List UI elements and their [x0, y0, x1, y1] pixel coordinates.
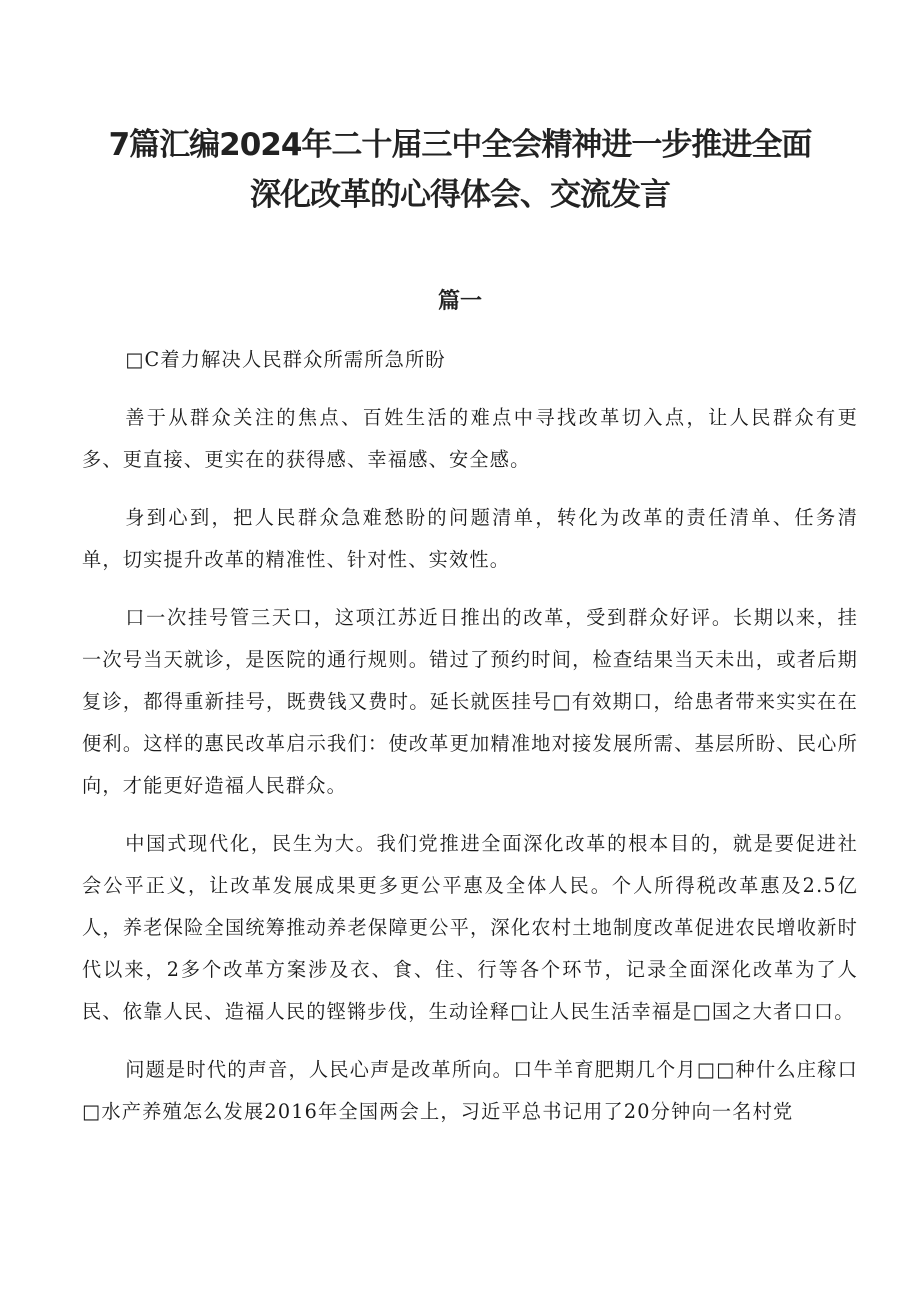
- document-title: [60, 120, 860, 220]
- document-title-line-2: 深化改革的心得体会、交流发言: [250, 177, 670, 213]
- document-body: [82, 339, 858, 1149]
- paragraph: 善于从群众关注的焦点、百姓生活的难点中寻找改革切入点，让人民群众有更多、更直接、更实在的获得感、幸福感、安全感。: [82, 406, 858, 471]
- paragraph: 问题是时代的声音，人民心声是改革所向。口牛羊育肥期几个月□□种什么庄稼口□水产养殖怎么发展2016年全国两会上，习近平总书记用了20分钟向一名村党: [82, 1058, 858, 1123]
- document-title-line-1: 7篇汇编2024年二十届三中全会精神进一步推进全面: [108, 127, 812, 163]
- paragraph-subheading: □C着力解决人民群众所需所急所盼: [125, 348, 446, 371]
- paragraph: 中国式现代化，民生为大。我们党推进全面深化改革的根本目的，就是要促进社会公平正义，让改革发展成果更多更公平惠及全体人民。个人所得税改革惠及2.5亿人，养老保险全国统筹推动养老保障更公平，深化农村土地制度改革促进农民增收新时代以来，2多个改革方案涉及衣、食、住、行等各个环节，记录全面深化改革为了人民、依靠人民、造福人民的铿锵步伐，生动诠释□让人民生活幸福是□国之大者口口。: [82, 832, 858, 1023]
- paragraph: 口一次挂号管三天口，这项江苏近日推出的改革，受到群众好评。长期以来，挂一次号当天就诊，是医院的通行规则。错过了预约时间，检查结果当天未出，或者后期复诊，都得重新挂号，既费钱又费时。延长就医挂号□有效期口，给患者带来实实在在便利。这样的惠民改革启示我们：使改革更加精准地对接发展所需、基层所盼、民心所向，才能更好造福人民群众。: [82, 606, 858, 797]
- section-heading: 篇一: [437, 289, 482, 314]
- paragraph: 身到心到，把人民群众急难愁盼的问题清单，转化为改革的责任清单、任务清单，切实提升改革的精准性、针对性、实效性。: [82, 506, 858, 571]
